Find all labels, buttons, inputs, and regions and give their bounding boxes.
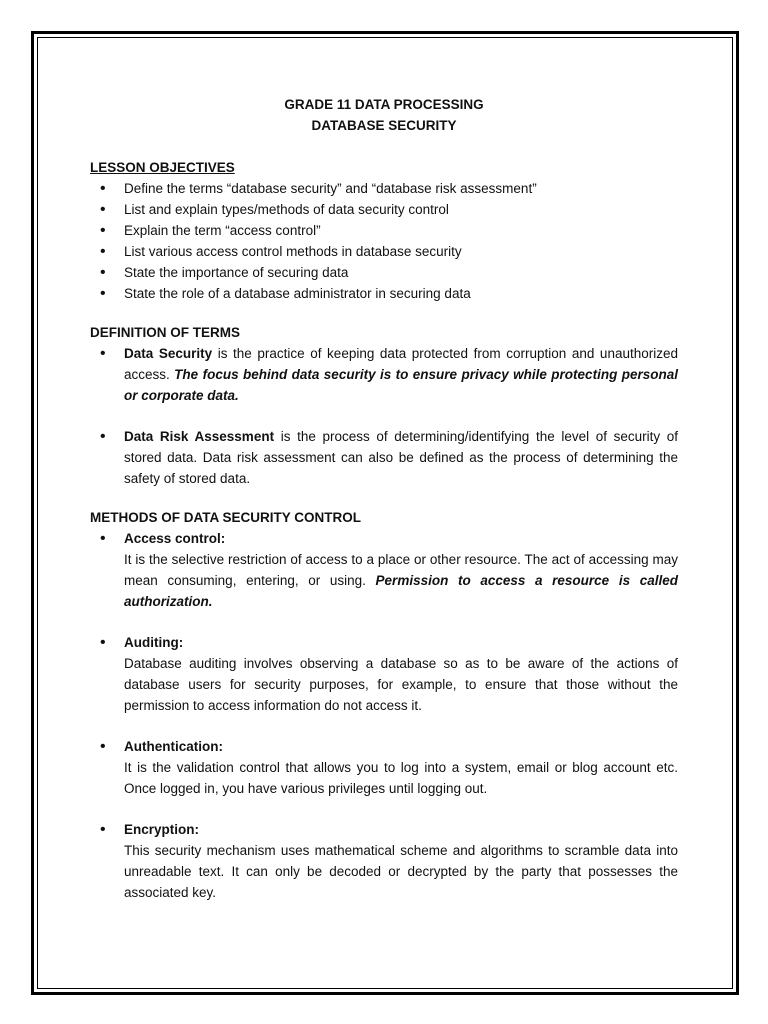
objective-item: • State the importance of securing data (90, 262, 678, 283)
term-risk-assessment: Data Risk Assessment (124, 429, 275, 444)
method-text: Database auditing involves observing a database so as to be aware of the actions of database users for security purposes, for example, to ensure that those without the permission to access information do not access it. (124, 656, 678, 713)
method-emphasis: Permission to access a resource is called authorization. (124, 573, 678, 609)
objectives-heading: LESSON OBJECTIVES (90, 160, 235, 175)
objective-item: • List various access control methods in database security (90, 241, 678, 262)
method-label: Auditing: (124, 635, 184, 650)
objective-item: • Explain the term “access control” (90, 220, 678, 241)
definition-data-security (90, 343, 678, 406)
method-label: Encryption: (124, 822, 200, 837)
method-text: This security mechanism uses mathematical scheme and algorithms to scramble data into unreadable text. It can only be decoded or decrypted by the party that possesses the associated key. (124, 843, 678, 900)
document-body (90, 94, 678, 903)
definitions-heading: DEFINITION OF TERMS (90, 325, 240, 340)
definition-text: is the practice of keeping data protected from corruption and unauthorized access. (124, 346, 678, 382)
document-subtitle: DATABASE SECURITY (311, 118, 457, 133)
methods-list (90, 528, 678, 903)
definitions-list (90, 343, 678, 489)
objective-item: • List and explain types/methods of data security control (90, 199, 678, 220)
term-data-security: Data Security (124, 346, 213, 361)
definition-text: is the process of determining/identifying the level of security of stored data. Data risk assessment can also be defined as the process of determining the safety of stored data. (124, 429, 678, 486)
method-access-control (90, 528, 678, 612)
methods-heading: METHODS OF DATA SECURITY CONTROL (90, 510, 361, 525)
definition-emphasis: The focus behind data security is to ensure privacy while protecting personal or corporate data. (124, 367, 678, 403)
method-text: It is the selective restriction of access to a place or other resource. The act of accessing may mean consuming, entering, or using. (124, 552, 678, 588)
method-label: Authentication: (124, 739, 223, 754)
definition-risk-assessment (90, 426, 678, 489)
method-label: Access control: (124, 531, 226, 546)
document-title: GRADE 11 DATA PROCESSING (284, 97, 484, 112)
method-text: It is the validation control that allows you to log into a system, email or blog account etc. Once logged in, you have various privileges until logging out. (124, 760, 678, 796)
method-auditing (90, 632, 678, 716)
objective-item: • Define the terms “database security” and “database risk assessment” (90, 178, 678, 199)
method-authentication (90, 736, 678, 799)
objective-item: • State the role of a database administrator in securing data (90, 283, 678, 304)
method-encryption (90, 819, 678, 903)
objectives-list (90, 178, 678, 304)
